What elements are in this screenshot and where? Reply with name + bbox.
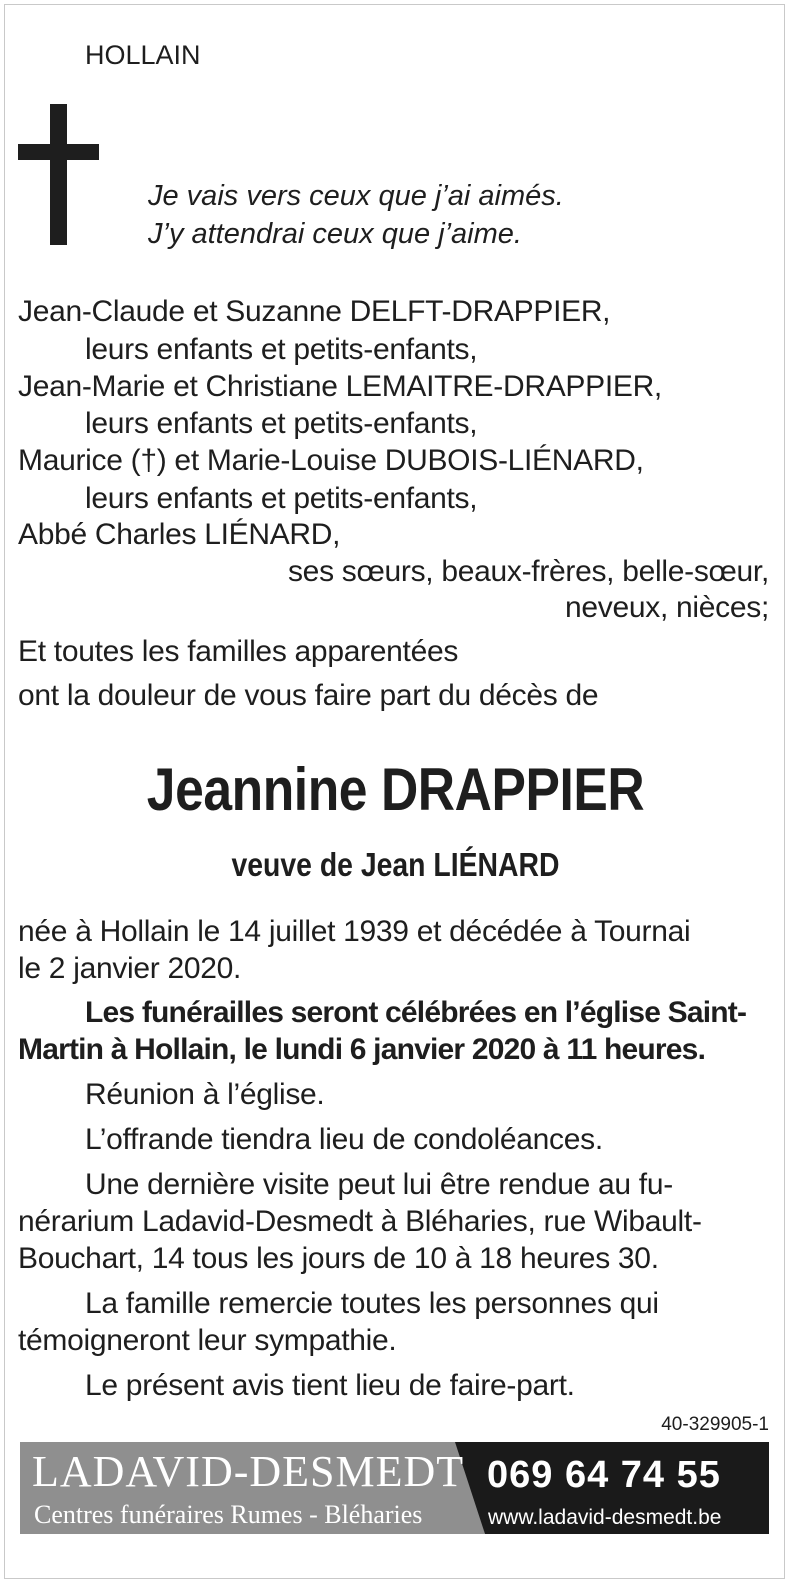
family-line: Et toutes les familles apparentées [18, 635, 459, 668]
detail-line: La famille remercie toutes les personnes qui [85, 1287, 659, 1320]
funeral-line: Martin à Hollain, le lundi 6 janvier 2020 à 11 heures. [18, 1033, 706, 1066]
detail-line: L’offrande tiendra lieu de condoléances. [85, 1123, 603, 1156]
family-line: leurs enfants et petits-enfants, [85, 482, 478, 515]
phone-number: 069 64 74 55 [487, 1454, 721, 1496]
family-line: leurs enfants et petits-enfants, [85, 333, 478, 366]
family-line: Jean-Marie et Christiane LEMAITRE-DRAPPIER, [18, 370, 662, 403]
deceased-name: Jeannine DRAPPIER [146, 756, 645, 823]
family-line: ses sœurs, beaux-frères, belle-sœur, [287, 555, 769, 588]
detail-line: Le présent avis tient lieu de faire-part. [85, 1369, 575, 1402]
family-line: neveux, nièces; [565, 591, 769, 624]
detail-line: témoigneront leur sympathie. [18, 1324, 397, 1357]
family-line: leurs enfants et petits-enfants, [85, 407, 478, 440]
notice-city: HOLLAIN [85, 40, 201, 70]
website-link: www.ladavid-desmedt.be [488, 1506, 722, 1529]
family-line: Jean-Claude et Suzanne DELFT-DRAPPIER, [18, 295, 611, 328]
quote-line-2: J’y attendrai ceux que j’aime. [148, 218, 522, 250]
quote-line-1: Je vais vers ceux que j’ai aimés. [148, 180, 564, 212]
family-line: Abbé Charles LIÉNARD, [18, 518, 341, 551]
detail-line: nérarium Ladavid-Desmedt à Bléharies, rue Wibault- [18, 1205, 702, 1238]
detail-line: Bouchart, 14 tous les jours de 10 à 18 heures 30. [18, 1242, 659, 1275]
family-line: ont la douleur de vous faire part du décès de [18, 679, 599, 712]
spouse-line: veuve de Jean LIÉNARD [231, 846, 560, 883]
funeral-line: Les funérailles seront célébrées en l’église Saint- [85, 996, 747, 1029]
birth-death-line: née à Hollain le 14 juillet 1939 et décédée à Tournai [18, 915, 691, 948]
detail-line: Réunion à l’église. [85, 1078, 325, 1111]
reference-number: 40-329905-1 [661, 1414, 769, 1435]
brand-logo: LADAVID-DESMEDT [32, 1447, 465, 1496]
family-line: Maurice (†) et Marie-Louise DUBOIS-LIÉNARD, [18, 444, 644, 477]
detail-line: Une dernière visite peut lui être rendue au fu- [85, 1168, 673, 1201]
brand-tagline: Centres funéraires Rumes - Bléharies [34, 1500, 423, 1529]
birth-death-line: le 2 janvier 2020. [18, 952, 242, 985]
